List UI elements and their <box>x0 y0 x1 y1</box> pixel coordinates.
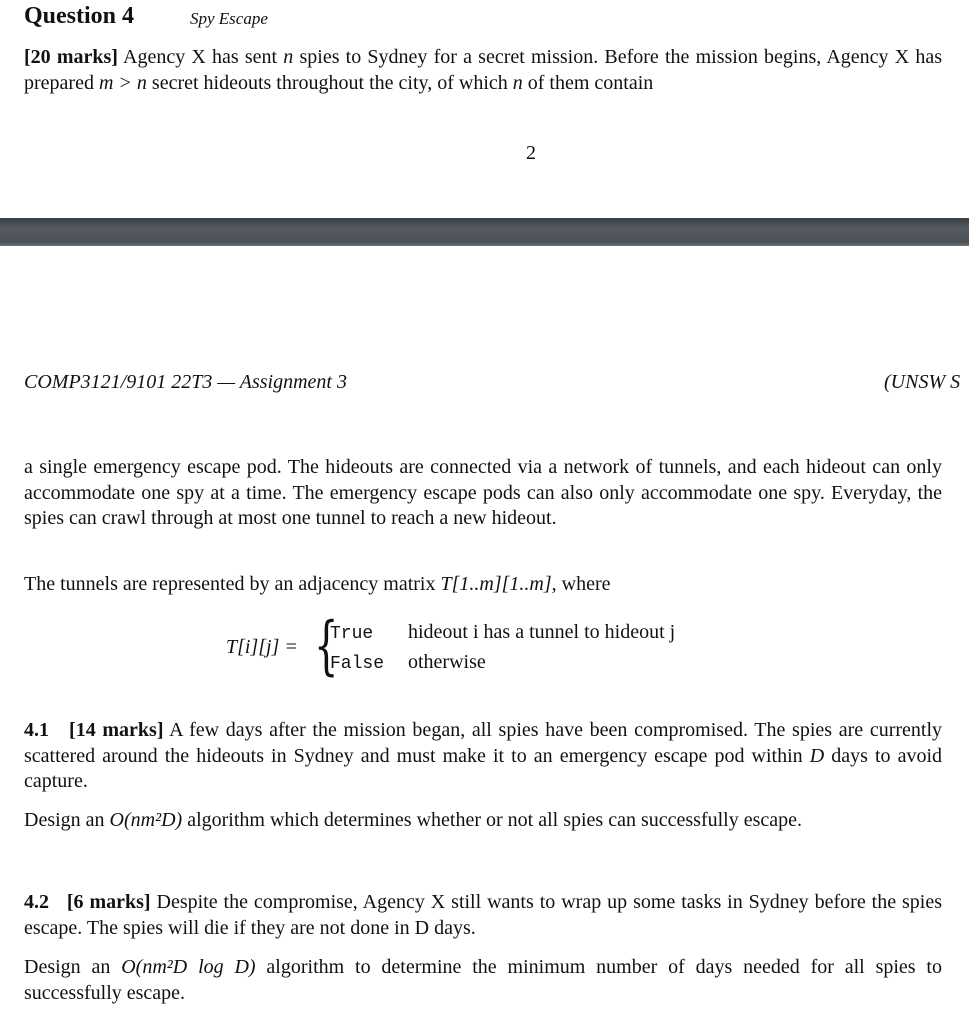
s41-complexity: O(nm²D) <box>109 809 183 831</box>
page-2-bottom <box>0 0 969 218</box>
left-brace: { <box>314 609 339 683</box>
intro-n1: n <box>283 46 294 68</box>
page-3-top <box>0 246 969 1024</box>
tunnels-text-a: The tunnels are represented by an adjacency matrix <box>24 573 441 595</box>
false-label: False <box>330 654 385 674</box>
question-subtitle: Spy Escape <box>190 9 268 28</box>
paragraph-tunnels <box>24 572 942 598</box>
s42-number: 4.2 <box>24 891 49 913</box>
s42-text: Despite the compromise, Agency X still wants to wrap up some tasks in Sydney before the spies escape. The spies will die if they are not done in D days. <box>24 891 943 939</box>
paragraph-hideouts: a single emergency escape pod. The hideouts are connected via a network of tunnels, and each hideout can only accommodate one spy at a time. The emergency escape pods can also only accommodate one spy. Everyday, the spies can crawl through at most one tunnel to reach a new hideout. <box>24 456 942 529</box>
s42-marks: [6 marks] <box>66 891 151 913</box>
running-header-left: COMP3121/9101 22T3 — Assignment 3 <box>24 371 347 393</box>
false-text: otherwise <box>408 651 486 673</box>
section-4-1 <box>24 718 942 795</box>
s42-design-a: Design an <box>24 956 122 978</box>
intro-text-d: of them contain <box>522 71 654 94</box>
page-separator <box>0 218 969 246</box>
s42-complexity: O(nm²D log D) <box>121 956 256 978</box>
s41-number: 4.1 <box>24 719 49 741</box>
section-4-1-design <box>24 808 942 834</box>
intro-text-a: Agency X has sent <box>117 46 284 68</box>
s42-design-b: algorithm to determine the minimum number of days needed for all spies to successfully escape. <box>24 956 942 1004</box>
true-label: True <box>330 624 374 644</box>
s41-days-var: D <box>809 744 825 767</box>
equation-case-false <box>330 651 486 674</box>
intro-m: m > n <box>98 71 147 94</box>
intro-text-b: spies to Sydney for a secret mission. Before the mission begins, Agency X has prepared <box>24 46 942 94</box>
intro-text-c: secret hideouts throughout the city, of which <box>146 71 513 94</box>
section-4-2-design <box>24 955 942 1006</box>
s41-marks: [14 marks] <box>69 719 164 741</box>
s41-design-a: Design an <box>24 809 110 831</box>
s41-text-b: days to avoid capture. <box>24 744 942 792</box>
page-number: 2 <box>526 142 536 164</box>
running-header-right: (UNSW S <box>884 371 961 393</box>
equation-lhs: T[i][j] = <box>226 636 298 658</box>
question-intro <box>24 45 942 96</box>
intro-marks: [20 marks] <box>24 46 118 68</box>
section-4-2 <box>24 890 942 941</box>
s41-design-b: algorithm which determines whether or not all spies can successfully escape. <box>182 809 803 831</box>
tunnels-text-b: , where <box>551 573 611 595</box>
tunnels-matrix: T[1..m][1..m] <box>440 573 552 595</box>
s41-text-a: A few days after the mission began, all spies have been compromised. The spies are currently scattered around the hideouts in Sydney and must make it to an emergency escape pod within <box>24 719 943 767</box>
equation-case-true <box>330 621 675 644</box>
true-text: hideout i has a tunnel to hideout j <box>408 621 676 643</box>
question-title: Question 4 <box>24 3 135 29</box>
intro-n2: n <box>512 71 523 94</box>
